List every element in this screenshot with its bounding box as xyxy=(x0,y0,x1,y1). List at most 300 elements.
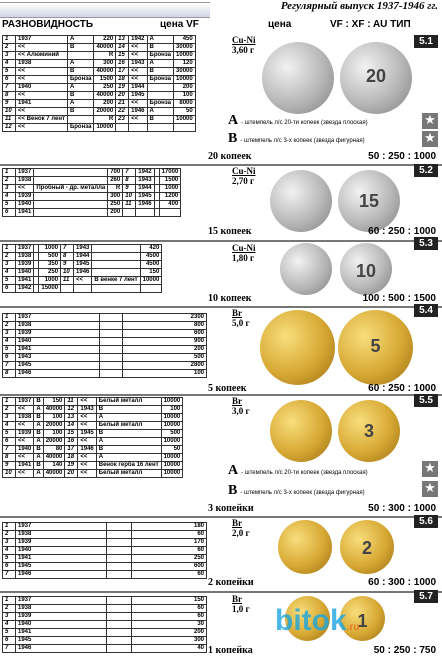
table-row xyxy=(3,354,207,362)
table-cell: 100 xyxy=(122,370,206,378)
table-cell: 8 xyxy=(3,92,16,100)
metal-info: Cu-Ni 1,80 г xyxy=(232,243,256,263)
table-cell: A xyxy=(147,36,174,44)
table-row xyxy=(3,470,183,478)
table-cell: 1944 xyxy=(136,185,154,193)
table-cell: 9 xyxy=(3,462,16,470)
table-cell: 1942 xyxy=(129,36,147,44)
table-cell: B xyxy=(34,414,43,422)
table-cell: 1940 xyxy=(16,201,34,209)
table-cell: 21 xyxy=(116,100,129,108)
table-cell: 250 xyxy=(39,269,61,277)
table-cell: << xyxy=(16,108,68,116)
table-cell: 1938 xyxy=(16,60,68,68)
table-cell: 200 xyxy=(108,209,123,217)
table-cell: 1942 xyxy=(136,169,154,177)
table-cell: 1946 xyxy=(129,108,147,116)
table-cell xyxy=(107,555,132,563)
table-cell: A xyxy=(34,470,43,478)
table-row xyxy=(3,362,207,370)
table-cell xyxy=(92,269,140,277)
table-cell: 10000 xyxy=(94,124,116,132)
table-cell: 7 xyxy=(3,446,16,454)
table-cell: 1940 xyxy=(16,338,100,346)
table-row xyxy=(3,169,181,177)
table-cell: 11 xyxy=(3,116,16,124)
table-cell: A xyxy=(67,84,94,92)
table-cell xyxy=(100,314,123,322)
grade-prices: 50 : 250 : 1000 xyxy=(368,151,436,162)
table-cell: << xyxy=(16,92,68,100)
header-price-vf: цена VF xyxy=(160,19,199,30)
table-cell: B xyxy=(34,430,43,438)
coin-reverse: 15 xyxy=(338,170,400,232)
table-cell xyxy=(92,285,140,293)
table-row xyxy=(3,446,183,454)
table-cell: 300 xyxy=(108,193,123,201)
table-row xyxy=(3,438,183,446)
table-row xyxy=(3,185,181,193)
coin-reverse: 10 xyxy=(340,243,392,295)
coin-reverse: 20 xyxy=(340,42,412,114)
table-cell: 5 xyxy=(3,629,16,637)
table-cell: Бронза xyxy=(147,100,174,108)
section-5-6-table xyxy=(2,522,207,579)
table-cell: 2300 xyxy=(122,314,206,322)
table-cell: 10 xyxy=(61,269,74,277)
table-row xyxy=(3,177,181,185)
variant-note-b: B - штемпель л/с 3-х копеек (звезда фигурная) xyxy=(228,483,365,498)
table-cell: A xyxy=(34,422,43,430)
grade-prices: 100 : 500 : 1500 xyxy=(362,293,436,304)
table-cell: 2800 xyxy=(122,362,206,370)
table-cell: 12 xyxy=(65,406,78,414)
table-cell: B xyxy=(34,398,43,406)
table-row xyxy=(3,539,207,547)
table-row xyxy=(3,36,196,44)
table-cell: 1939 xyxy=(16,539,107,547)
table-row xyxy=(3,637,207,645)
table-cell: 300 xyxy=(132,637,207,645)
table-cell: 6 xyxy=(3,285,16,293)
table-cell xyxy=(107,645,132,653)
table-cell: 3 xyxy=(3,261,16,269)
table-cell: B xyxy=(96,446,161,454)
table-cell: 30 xyxy=(132,621,207,629)
table-cell: 3 xyxy=(3,613,16,621)
table-row xyxy=(3,414,183,422)
table-cell: 2 xyxy=(3,177,16,185)
table-cell: 1940 xyxy=(16,269,34,277)
table-cell: 250 xyxy=(94,84,116,92)
table-cell: 18 xyxy=(116,76,129,84)
table-row xyxy=(3,52,196,60)
table-cell: 5 xyxy=(3,346,16,354)
table-cell: Бронза xyxy=(67,124,94,132)
table-cell: 700 xyxy=(108,169,123,177)
table-cell: B xyxy=(67,92,94,100)
section-divider xyxy=(0,306,442,308)
coin-name: 3 копейки xyxy=(208,503,254,514)
table-cell: 200 xyxy=(94,100,116,108)
table-cell: 10000 xyxy=(140,277,162,285)
table-cell: 40000 xyxy=(43,454,65,462)
table-row xyxy=(3,253,162,261)
table-cell: 2 xyxy=(3,253,16,261)
header-variety: РАЗНОВИДНОСТЬ xyxy=(2,19,94,30)
metal-info: Br 2,0 г xyxy=(232,518,250,538)
table-cell: << xyxy=(78,470,96,478)
table-cell: 8 xyxy=(61,253,74,261)
table-cell: << xyxy=(78,422,96,430)
coin-name: 5 копеек xyxy=(208,383,247,394)
table-row xyxy=(3,430,183,438)
table-cell: 50 xyxy=(174,108,196,116)
metal-info: Br 3,0 г xyxy=(232,396,250,416)
table-cell: 4 xyxy=(3,60,16,68)
table-cell: 10 xyxy=(3,108,16,116)
table-cell xyxy=(100,338,123,346)
table-cell: << xyxy=(129,76,147,84)
catalog-badge: 5.3 xyxy=(414,237,438,250)
table-cell: 11 xyxy=(123,201,136,209)
table-cell: 1200 xyxy=(159,193,181,201)
table-cell: 1941 xyxy=(16,346,100,354)
table-cell: 100 xyxy=(43,414,65,422)
table-cell: 10 xyxy=(3,470,16,478)
coin-obverse xyxy=(280,243,332,295)
table-row xyxy=(3,613,207,621)
table-cell: 10000 xyxy=(174,116,196,124)
table-cell: 1 xyxy=(3,169,16,177)
table-cell: 4 xyxy=(3,422,16,430)
table-cell xyxy=(67,116,94,124)
table-row xyxy=(3,60,196,68)
table-cell: В венке 7 лент xyxy=(92,277,140,285)
catalog-badge: 5.7 xyxy=(414,590,438,603)
table-cell: 4 xyxy=(3,338,16,346)
table-row xyxy=(3,346,207,354)
table-cell: 16 xyxy=(65,438,78,446)
table-cell: 20000 xyxy=(94,108,116,116)
table-cell: 1938 xyxy=(16,322,100,330)
table-cell: B xyxy=(67,44,94,52)
table-cell: 1937 xyxy=(16,169,34,177)
table-cell: 170 xyxy=(132,539,207,547)
table-cell xyxy=(34,177,108,185)
table-row xyxy=(3,285,162,293)
table-cell: 30000 xyxy=(174,44,196,52)
table-cell: 40000 xyxy=(94,92,116,100)
star-flat-icon: ★ xyxy=(422,113,438,129)
table-cell: 1943 xyxy=(129,60,147,68)
variant-note-a: A - штемпель л/с 20-ти копеек (звезда плоская) xyxy=(228,463,368,478)
table-cell xyxy=(107,539,132,547)
table-cell: 8 xyxy=(3,454,16,462)
table-cell: 7 xyxy=(123,169,136,177)
table-cell: << xyxy=(78,462,96,470)
table-cell: << xyxy=(16,438,34,446)
table-cell xyxy=(92,245,140,253)
table-cell xyxy=(100,362,123,370)
table-cell: 1940 xyxy=(16,547,107,555)
table-cell: R xyxy=(94,116,116,124)
table-cell: 1938 xyxy=(16,414,34,422)
table-cell: B xyxy=(147,44,174,52)
table-cell: 260 xyxy=(108,177,123,185)
table-cell: 1941 xyxy=(16,555,107,563)
table-cell xyxy=(100,330,123,338)
table-cell: << xyxy=(129,116,147,124)
table-cell: B xyxy=(96,430,161,438)
table-cell: 23 xyxy=(116,116,129,124)
table-cell: 14 xyxy=(116,44,129,52)
table-row xyxy=(3,597,207,605)
grade-prices: 60 : 250 : 1000 xyxy=(368,383,436,394)
table-cell: 500 xyxy=(122,354,206,362)
table-cell xyxy=(107,571,132,579)
table-cell xyxy=(34,193,108,201)
table-cell: 10000 xyxy=(161,454,183,462)
table-cell: 1937 xyxy=(16,398,34,406)
table-cell: 3 xyxy=(3,185,16,193)
table-cell xyxy=(107,621,132,629)
grade-prices: 60 : 250 : 1000 xyxy=(368,226,436,237)
table-row xyxy=(3,92,196,100)
table-cell: 2 xyxy=(3,322,16,330)
table-cell: 10000 xyxy=(174,76,196,84)
section-divider xyxy=(0,516,442,518)
table-cell: 10000 xyxy=(161,462,183,470)
table-row xyxy=(3,68,196,76)
table-row xyxy=(3,422,183,430)
table-row xyxy=(3,531,207,539)
table-cell: 10000 xyxy=(161,438,183,446)
table-cell xyxy=(100,346,123,354)
table-cell: << Венок 7 лент xyxy=(16,116,68,124)
table-cell: A xyxy=(34,454,43,462)
table-cell xyxy=(147,84,174,92)
table-row xyxy=(3,322,207,330)
coin-name: 20 копеек xyxy=(208,151,252,162)
table-cell: 10000 xyxy=(161,470,183,478)
table-cell: 4500 xyxy=(140,261,162,269)
table-row xyxy=(3,621,207,629)
table-row xyxy=(3,209,181,217)
table-cell: 3 xyxy=(3,539,16,547)
table-cell: Пробный - др. металла xyxy=(34,185,108,193)
table-cell xyxy=(107,637,132,645)
section-5-1-table xyxy=(2,35,196,132)
table-cell: 80 xyxy=(43,446,65,454)
table-cell: 150 xyxy=(132,597,207,605)
table-cell: 1938 xyxy=(16,605,107,613)
table-cell: 50 xyxy=(161,446,183,454)
table-row xyxy=(3,555,207,563)
table-cell xyxy=(74,285,92,293)
table-cell: B xyxy=(96,406,161,414)
table-cell: 18 xyxy=(65,454,78,462)
section-divider xyxy=(0,164,442,166)
table-cell: 60 xyxy=(132,571,207,579)
coin-reverse: 1 xyxy=(340,596,385,641)
table-cell: 19 xyxy=(116,84,129,92)
table-cell: 60 xyxy=(132,605,207,613)
table-row xyxy=(3,406,183,414)
table-cell: 500 xyxy=(39,253,61,261)
table-cell xyxy=(116,124,129,132)
table-cell: B xyxy=(34,446,43,454)
table-cell: B xyxy=(34,462,43,470)
table-cell xyxy=(100,354,123,362)
table-cell: B xyxy=(67,108,94,116)
header-grades: VF : XF : AU ТИП xyxy=(330,19,411,30)
table-cell: 30000 xyxy=(174,68,196,76)
table-cell xyxy=(174,124,196,132)
table-cell: 9 xyxy=(123,185,136,193)
table-cell: A xyxy=(147,60,174,68)
table-cell: 8 xyxy=(123,177,136,185)
table-cell xyxy=(107,523,132,531)
coin-reverse: 2 xyxy=(340,520,394,574)
table-cell: 1000 xyxy=(159,185,181,193)
table-cell: 1938 xyxy=(16,253,34,261)
table-cell: 1945 xyxy=(74,261,92,269)
table-cell: 6 xyxy=(3,637,16,645)
table-cell: 9 xyxy=(3,100,16,108)
metal-info: Br 1,0 г xyxy=(232,594,250,614)
coin-name: 1 копейка xyxy=(208,645,253,656)
table-cell: 1945 xyxy=(16,362,100,370)
table-cell: 400 xyxy=(159,201,181,209)
table-cell: 180 xyxy=(132,523,207,531)
table-cell: Венок герба 16 лент xyxy=(96,462,161,470)
table-cell: 1944 xyxy=(129,84,147,92)
page-top-bar xyxy=(0,0,442,16)
table-cell: 7 xyxy=(3,571,16,579)
coin-reverse: 3 xyxy=(338,400,400,462)
table-cell: A xyxy=(34,438,43,446)
table-cell: 6 xyxy=(3,438,16,446)
table-cell: << xyxy=(78,414,96,422)
table-cell: B xyxy=(67,68,94,76)
table-cell: 1943 xyxy=(136,177,154,185)
table-cell: 17 xyxy=(65,446,78,454)
variant-note-b: B - штемпель л/с 3-х копеек (звезда фигурная) xyxy=(228,131,365,146)
table-row xyxy=(3,116,196,124)
table-cell: << xyxy=(129,100,147,108)
table-cell: 6 xyxy=(3,76,16,84)
table-cell: 9 xyxy=(61,261,74,269)
table-cell: 1946 xyxy=(74,269,92,277)
table-cell: 8 xyxy=(3,370,16,378)
table-cell: 11 xyxy=(61,277,74,285)
table-cell: 600 xyxy=(122,330,206,338)
table-cell: 6 xyxy=(3,354,16,362)
table-cell: 1 xyxy=(3,36,16,44)
table-cell: R xyxy=(108,185,123,193)
table-row xyxy=(3,338,207,346)
table-row xyxy=(3,124,196,132)
table-cell: A xyxy=(96,414,161,422)
table-cell: 1937 xyxy=(16,245,34,253)
table-cell: 1 xyxy=(3,597,16,605)
table-cell: 1500 xyxy=(159,177,181,185)
table-cell: 1946 xyxy=(16,571,107,579)
table-cell: 16 xyxy=(116,60,129,68)
table-cell: 420 xyxy=(140,245,162,253)
table-cell: << xyxy=(129,52,147,60)
table-cell: 1939 xyxy=(16,261,34,269)
table-cell: 1943 xyxy=(16,354,100,362)
table-cell: 1939 xyxy=(16,330,100,338)
table-cell: 1941 xyxy=(16,100,68,108)
metal-info: Cu-Ni 3,60 г xyxy=(232,35,256,55)
table-row xyxy=(3,314,207,322)
table-cell: 200 xyxy=(122,346,206,354)
star-figured-icon: ★ xyxy=(422,131,438,147)
table-cell xyxy=(92,261,140,269)
table-cell: 5 xyxy=(3,201,16,209)
table-row xyxy=(3,547,207,555)
table-cell: 17 xyxy=(116,68,129,76)
table-cell: 140 xyxy=(43,462,65,470)
table-cell: 8000 xyxy=(174,100,196,108)
catalog-badge: 5.6 xyxy=(414,515,438,528)
star-flat-icon: ★ xyxy=(422,461,438,477)
table-cell: 150 xyxy=(43,398,65,406)
table-cell: 1939 xyxy=(16,430,34,438)
table-row xyxy=(3,84,196,92)
table-row xyxy=(3,462,183,470)
table-row xyxy=(3,261,162,269)
section-5-5-table xyxy=(2,397,183,478)
table-cell xyxy=(123,209,136,217)
table-cell: Белый металл xyxy=(96,422,161,430)
table-row xyxy=(3,645,207,653)
table-cell: 15000 xyxy=(39,285,61,293)
table-cell: 1945 xyxy=(136,193,154,201)
table-row xyxy=(3,269,162,277)
table-cell xyxy=(159,209,181,217)
table-cell xyxy=(140,285,162,293)
star-figured-icon: ★ xyxy=(422,481,438,497)
table-cell: 10000 xyxy=(174,52,196,60)
table-cell: << xyxy=(16,68,68,76)
table-cell: 1939 xyxy=(16,613,107,621)
table-cell: << xyxy=(16,185,34,193)
table-cell: 1937 xyxy=(16,36,68,44)
table-cell: 40 xyxy=(132,645,207,653)
table-cell xyxy=(34,209,108,217)
table-cell: 17000 xyxy=(159,169,181,177)
table-cell: 20 xyxy=(65,470,78,478)
table-cell: 1937 xyxy=(16,314,100,322)
table-cell: 1944 xyxy=(74,253,92,261)
table-row xyxy=(3,523,207,531)
table-cell xyxy=(107,531,132,539)
catalog-badge: 5.1 xyxy=(414,35,438,48)
grade-prices: 50 : 250 : 750 xyxy=(373,645,436,656)
table-cell: A xyxy=(67,36,94,44)
table-cell: 12 xyxy=(3,124,16,132)
table-cell: Белый металл xyxy=(96,398,161,406)
table-cell: 3 xyxy=(3,414,16,422)
table-cell: 1945 xyxy=(78,430,96,438)
table-cell xyxy=(129,124,147,132)
table-cell: A xyxy=(34,406,43,414)
coin-obverse xyxy=(270,170,332,232)
